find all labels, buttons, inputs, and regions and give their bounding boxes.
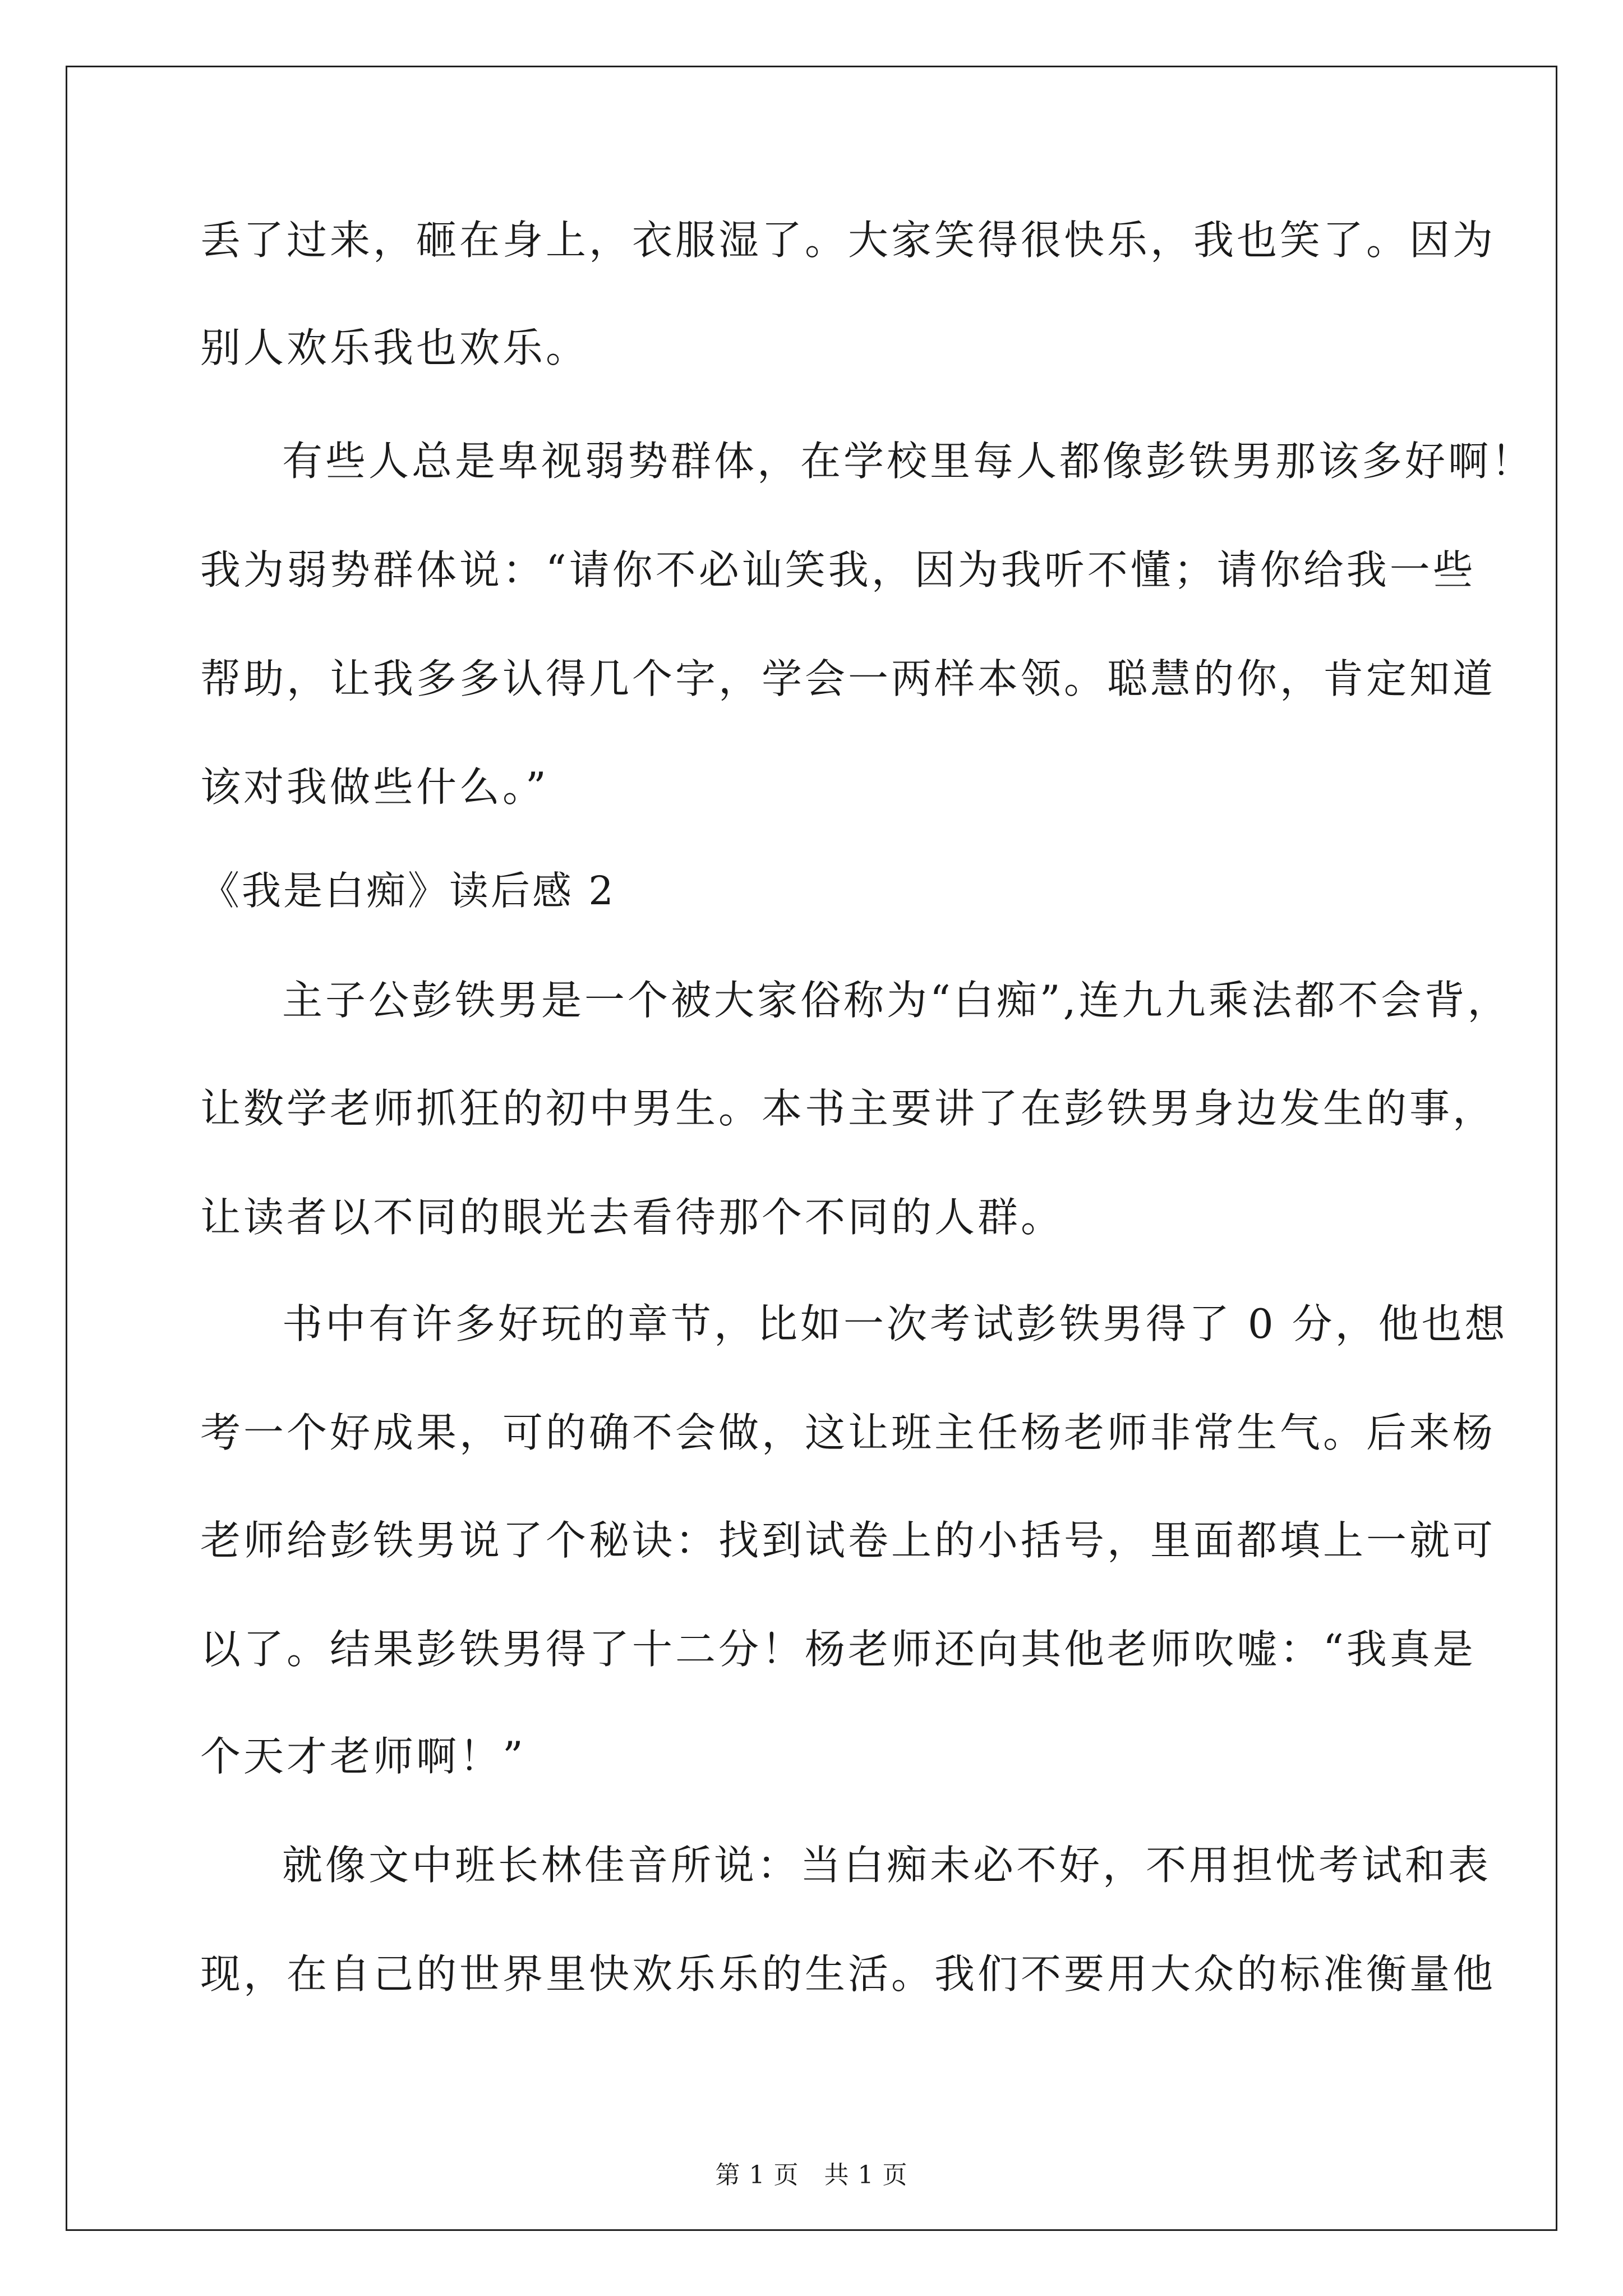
text-line: 丢了过来，砸在身上，衣服湿了。大家笑得很快乐，我也笑了。因为 <box>200 217 1496 264</box>
paragraph-start-line: 主子公彭铁男是一个被大家俗称为“白痴”,连九九乘法都不会背， <box>282 977 1511 1024</box>
text-line: 个天才老师啊！” <box>200 1733 526 1780</box>
text-line: 考一个好成果，可的确不会做，这让班主任杨老师非常生气。后来杨 <box>200 1409 1496 1456</box>
text-line: 以了。结果彭铁男得了十二分！杨老师还向其他老师吹嘘：“我真是 <box>200 1626 1476 1673</box>
paragraph-start-line: 有些人总是卑视弱势群体，在学校里每人都像彭铁男那该多好啊！ <box>282 438 1535 485</box>
page-number: 第 1 页 共 1 页 <box>715 2161 908 2189</box>
section-heading: 《我是白痴》读后感 2 <box>200 868 616 914</box>
text-line: 让数学老师抓狂的初中男生。本书主要讲了在彭铁男身边发生的事， <box>200 1085 1496 1132</box>
text-line: 现，在自己的世界里快欢乐乐的生活。我们不要用大众的标准衡量他 <box>200 1950 1496 1998</box>
text-line: 老师给彭铁男说了个秘诀：找到试卷上的小括号，里面都填上一就可 <box>200 1517 1496 1564</box>
paragraph-start-line: 书中有许多好玩的章节，比如一次考试彭铁男得了 0 分，他也想 <box>282 1300 1508 1347</box>
text-line: 该对我做些什么。” <box>200 763 549 811</box>
page-border <box>66 66 1557 2231</box>
text-line: 我为弱势群体说：“请你不必讪笑我，因为我听不懂；请你给我一些 <box>200 546 1476 593</box>
text-line: 帮助，让我多多认得几个字，学会一两样本领。聪慧的你，肯定知道 <box>200 655 1496 702</box>
text-line: 让读者以不同的眼光去看待那个不同的人群。 <box>200 1194 1064 1241</box>
paragraph-start-line: 就像文中班长林佳音所说：当白痴未必不好，不用担忧考试和表 <box>282 1842 1492 1889</box>
text-line: 别人欢乐我也欢乐。 <box>200 324 589 371</box>
